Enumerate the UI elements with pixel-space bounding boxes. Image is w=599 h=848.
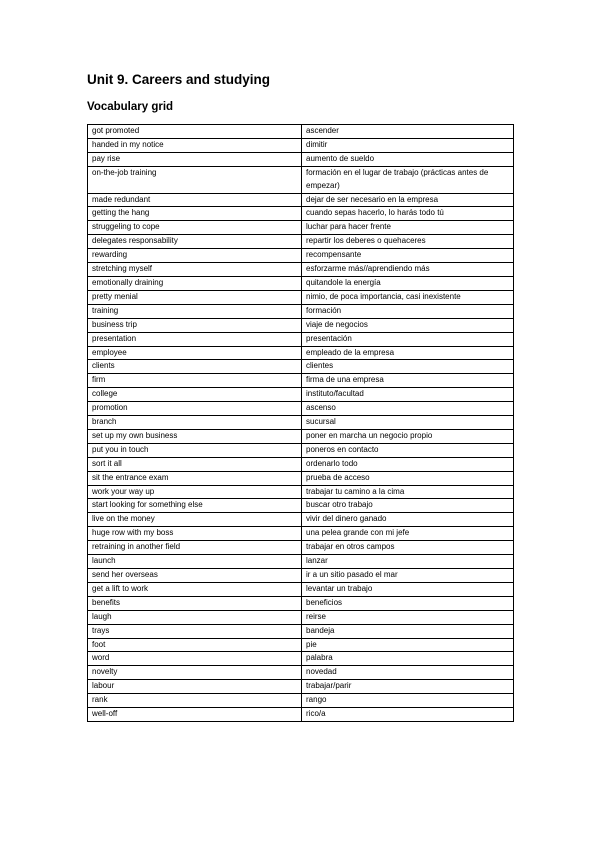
english-term-cell: well-off <box>88 708 302 722</box>
english-term-cell: promotion <box>88 402 302 416</box>
english-term-cell: sort it all <box>88 457 302 471</box>
english-term-cell: branch <box>88 416 302 430</box>
spanish-translation-cell: ascenso <box>302 402 514 416</box>
spanish-translation-cell: sucursal <box>302 416 514 430</box>
table-row <box>88 152 514 166</box>
table-row <box>88 569 514 583</box>
spanish-translation-cell: poner en marcha un negocio propio <box>302 429 514 443</box>
spanish-translation-cell: clientes <box>302 360 514 374</box>
table-row <box>88 443 514 457</box>
table-row <box>88 346 514 360</box>
spanish-translation-cell: lanzar <box>302 555 514 569</box>
english-term-cell: clients <box>88 360 302 374</box>
section-title: Vocabulary grid <box>87 101 174 113</box>
table-row <box>88 499 514 513</box>
table-row <box>88 708 514 722</box>
table-row <box>88 263 514 277</box>
english-term-cell: put you in touch <box>88 443 302 457</box>
table-row <box>88 360 514 374</box>
english-term-cell: presentation <box>88 332 302 346</box>
english-term-cell: retraining in another field <box>88 541 302 555</box>
table-row <box>88 596 514 610</box>
spanish-translation-cell: buscar otro trabajo <box>302 499 514 513</box>
table-row <box>88 304 514 318</box>
spanish-translation-cell: formación <box>302 304 514 318</box>
spanish-translation-cell: presentación <box>302 332 514 346</box>
table-row <box>88 332 514 346</box>
english-term-cell: live on the money <box>88 513 302 527</box>
english-term-cell: rewarding <box>88 249 302 263</box>
english-term-cell: made redundant <box>88 193 302 207</box>
english-term-cell: send her overseas <box>88 569 302 583</box>
spanish-translation-cell: firma de una empresa <box>302 374 514 388</box>
english-term-cell: pretty menial <box>88 290 302 304</box>
english-term-cell: word <box>88 652 302 666</box>
english-term-cell: delegates responsability <box>88 235 302 249</box>
table-row <box>88 457 514 471</box>
english-term-cell: firm <box>88 374 302 388</box>
table-row <box>88 221 514 235</box>
english-term-cell: training <box>88 304 302 318</box>
table-row <box>88 694 514 708</box>
table-row <box>88 471 514 485</box>
spanish-translation-cell: dejar de ser necesario en la empresa <box>302 193 514 207</box>
english-term-cell: set up my own business <box>88 429 302 443</box>
spanish-translation-cell: instituto/facultad <box>302 388 514 402</box>
english-term-cell: handed in my notice <box>88 138 302 152</box>
spanish-translation-cell: ir a un sitio pasado el mar <box>302 569 514 583</box>
english-term-cell: trays <box>88 624 302 638</box>
table-row <box>88 416 514 430</box>
table-row <box>88 429 514 443</box>
spanish-translation-cell: poneros en contacto <box>302 443 514 457</box>
english-term-cell: get a lift to work <box>88 582 302 596</box>
spanish-translation-cell: pie <box>302 638 514 652</box>
english-term-cell: huge row with my boss <box>88 527 302 541</box>
table-row <box>88 680 514 694</box>
spanish-translation-cell: esforzarme más//aprendiendo más <box>302 263 514 277</box>
table-row <box>88 485 514 499</box>
english-term-cell: struggeling to cope <box>88 221 302 235</box>
english-term-cell: benefits <box>88 596 302 610</box>
table-row <box>88 276 514 290</box>
table-row <box>88 513 514 527</box>
english-term-cell: laugh <box>88 610 302 624</box>
table-row <box>88 318 514 332</box>
english-term-cell: emotionally draining <box>88 276 302 290</box>
table-row <box>88 541 514 555</box>
table-row <box>88 666 514 680</box>
english-term-cell: start looking for something else <box>88 499 302 513</box>
spanish-translation-cell: rico/a <box>302 708 514 722</box>
english-term-cell: novelty <box>88 666 302 680</box>
english-term-cell: foot <box>88 638 302 652</box>
spanish-translation-cell: cuando sepas hacerlo, lo harás todo tú <box>302 207 514 221</box>
spanish-translation-cell: recompensante <box>302 249 514 263</box>
english-term-cell: got promoted <box>88 125 302 139</box>
vocabulary-table-body <box>88 125 514 722</box>
table-row <box>88 125 514 139</box>
spanish-translation-cell: formación en el lugar de trabajo (prácticas antes de empezar) <box>302 166 514 193</box>
spanish-translation-cell: novedad <box>302 666 514 680</box>
spanish-translation-cell: repartir los deberes o quehaceres <box>302 235 514 249</box>
spanish-translation-cell: una pelea grande con mi jefe <box>302 527 514 541</box>
table-row <box>88 610 514 624</box>
table-row <box>88 290 514 304</box>
english-term-cell: rank <box>88 694 302 708</box>
table-row <box>88 624 514 638</box>
english-term-cell: work your way up <box>88 485 302 499</box>
table-row <box>88 555 514 569</box>
spanish-translation-cell: luchar para hacer frente <box>302 221 514 235</box>
english-term-cell: launch <box>88 555 302 569</box>
english-term-cell: pay rise <box>88 152 302 166</box>
spanish-translation-cell: trabajar tu camino a la cima <box>302 485 514 499</box>
spanish-translation-cell: trabajar/parir <box>302 680 514 694</box>
spanish-translation-cell: beneficios <box>302 596 514 610</box>
english-term-cell: employee <box>88 346 302 360</box>
table-row <box>88 374 514 388</box>
table-row <box>88 527 514 541</box>
english-term-cell: labour <box>88 680 302 694</box>
spanish-translation-cell: aumento de sueldo <box>302 152 514 166</box>
spanish-translation-cell: ascender <box>302 125 514 139</box>
spanish-translation-cell: quitandole la energía <box>302 276 514 290</box>
table-row <box>88 193 514 207</box>
table-row <box>88 402 514 416</box>
page-title: Unit 9. Careers and studying <box>87 72 271 87</box>
table-row <box>88 249 514 263</box>
spanish-translation-cell: dimitir <box>302 138 514 152</box>
table-row <box>88 138 514 152</box>
spanish-translation-cell: prueba de acceso <box>302 471 514 485</box>
english-term-cell: on-the-job training <box>88 166 302 193</box>
english-term-cell: sit the entrance exam <box>88 471 302 485</box>
table-row <box>88 652 514 666</box>
table-row <box>88 638 514 652</box>
spanish-translation-cell: levantar un trabajo <box>302 582 514 596</box>
spanish-translation-cell: palabra <box>302 652 514 666</box>
table-row <box>88 235 514 249</box>
spanish-translation-cell: rango <box>302 694 514 708</box>
spanish-translation-cell: bandeja <box>302 624 514 638</box>
spanish-translation-cell: vivir del dinero ganado <box>302 513 514 527</box>
table-row <box>88 166 514 193</box>
table-row <box>88 388 514 402</box>
table-row <box>88 207 514 221</box>
spanish-translation-cell: viaje de negocios <box>302 318 514 332</box>
vocabulary-table <box>87 124 514 722</box>
english-term-cell: getting the hang <box>88 207 302 221</box>
spanish-translation-cell: empleado de la empresa <box>302 346 514 360</box>
table-row <box>88 582 514 596</box>
spanish-translation-cell: ordenarlo todo <box>302 457 514 471</box>
english-term-cell: business trip <box>88 318 302 332</box>
spanish-translation-cell: nimio, de poca importancia, casi inexistente <box>302 290 514 304</box>
english-term-cell: stretching myself <box>88 263 302 277</box>
spanish-translation-cell: trabajar en otros campos <box>302 541 514 555</box>
spanish-translation-cell: reirse <box>302 610 514 624</box>
english-term-cell: college <box>88 388 302 402</box>
